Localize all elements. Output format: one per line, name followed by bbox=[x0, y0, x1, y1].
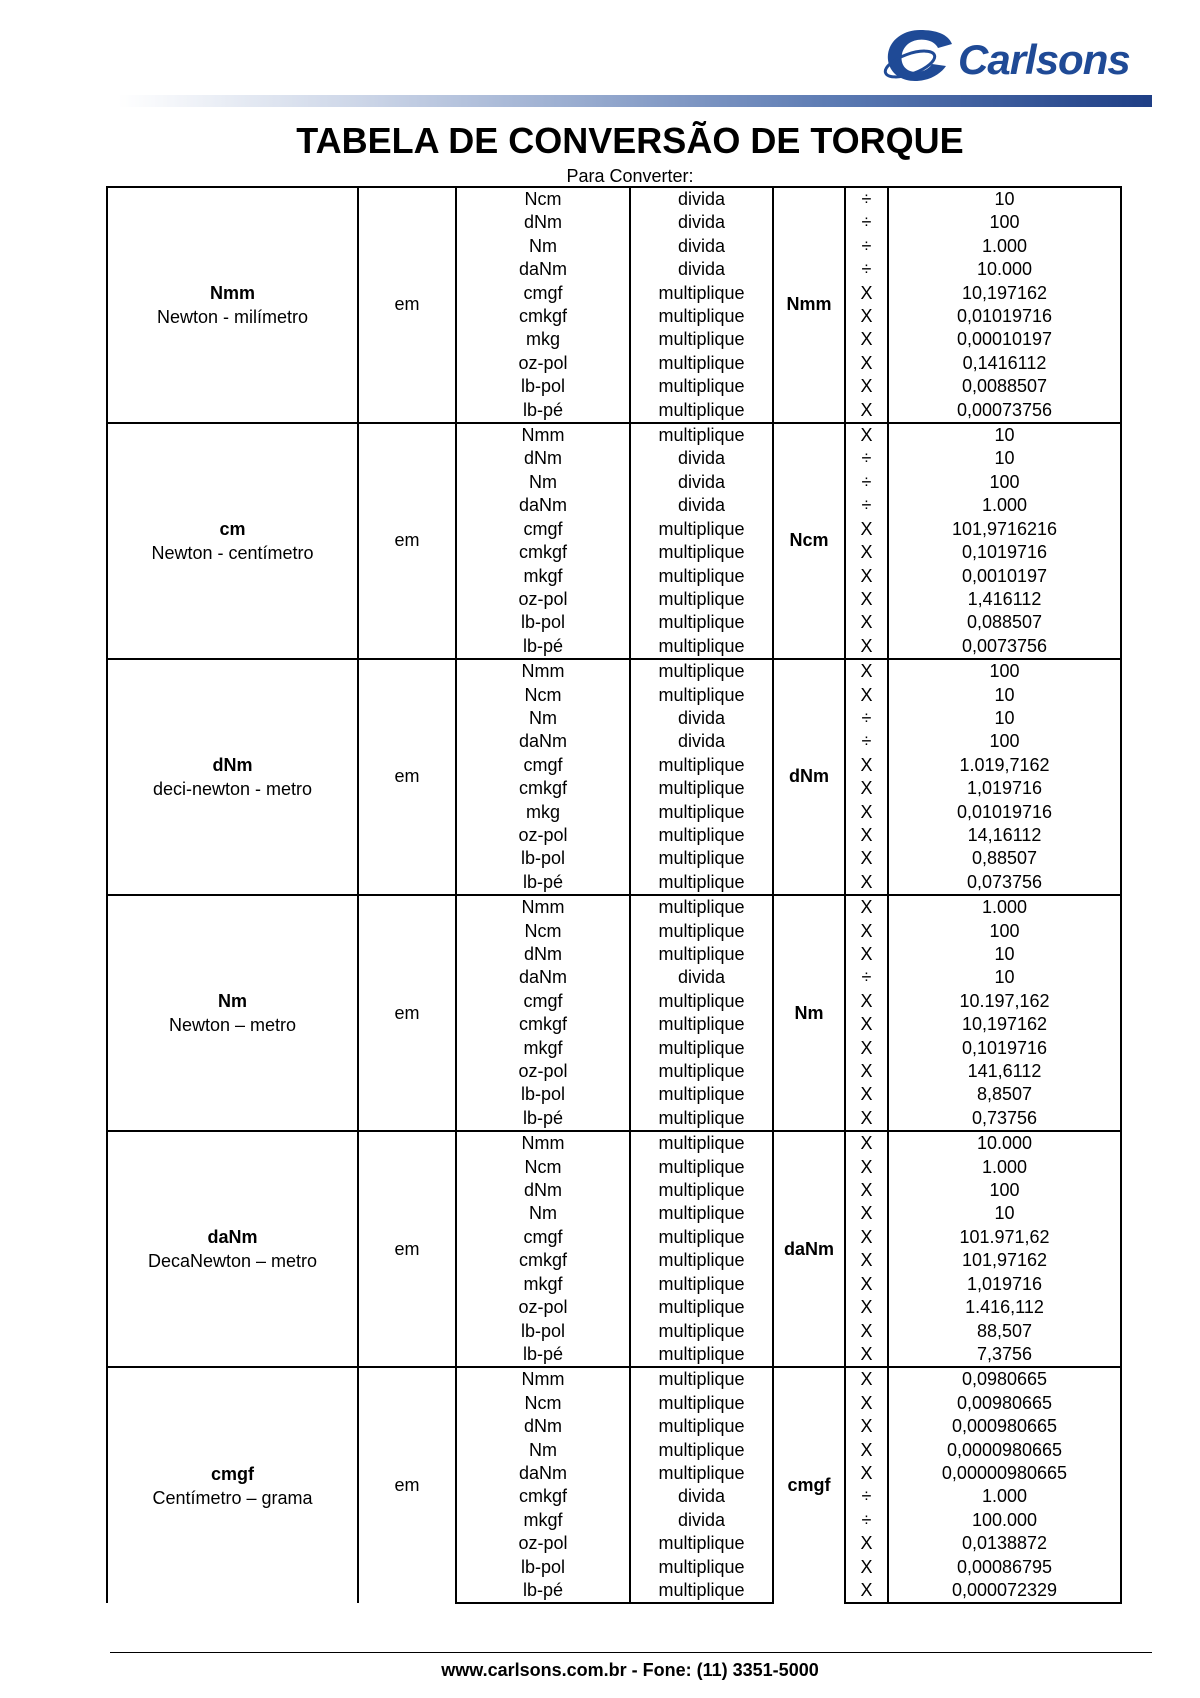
operator-symbol: X bbox=[845, 1392, 888, 1415]
target-unit: Ncm bbox=[456, 1392, 630, 1415]
table-row bbox=[107, 659, 1121, 683]
conversion-factor: 0,1019716 bbox=[888, 1037, 1121, 1060]
conversion-factor: 0,1416112 bbox=[888, 352, 1121, 375]
operation-label: divida bbox=[630, 187, 773, 211]
operation-label: divida bbox=[630, 494, 773, 517]
operation-label: multiplique bbox=[630, 1392, 773, 1415]
conversion-factor: 100 bbox=[888, 1179, 1121, 1202]
table-row bbox=[107, 423, 1121, 447]
conversion-factor: 10,197162 bbox=[888, 1013, 1121, 1036]
target-unit: Nmm bbox=[456, 1367, 630, 1391]
target-unit: dNm bbox=[456, 211, 630, 234]
conversion-factor: 101,97162 bbox=[888, 1249, 1121, 1272]
operation-label: multiplique bbox=[630, 871, 773, 895]
target-unit: lb-pol bbox=[456, 1320, 630, 1343]
operation-label: multiplique bbox=[630, 1156, 773, 1179]
conversion-factor: 0,0073756 bbox=[888, 635, 1121, 659]
source-unit-cell bbox=[107, 1131, 358, 1367]
target-unit: oz-pol bbox=[456, 588, 630, 611]
target-unit: cmkgf bbox=[456, 1013, 630, 1036]
operator-symbol: X bbox=[845, 1579, 888, 1603]
operator-symbol: X bbox=[845, 754, 888, 777]
operator-symbol: ÷ bbox=[845, 730, 888, 753]
em-cell: em bbox=[358, 1367, 456, 1603]
operator-symbol: X bbox=[845, 1249, 888, 1272]
operator-symbol: X bbox=[845, 1556, 888, 1579]
target-unit: oz-pol bbox=[456, 1296, 630, 1319]
conversion-factor: 0,00000980665 bbox=[888, 1462, 1121, 1485]
conversion-factor: 0,1019716 bbox=[888, 541, 1121, 564]
target-unit: daNm bbox=[456, 1462, 630, 1485]
result-unit-cell: Nmm bbox=[773, 187, 845, 423]
target-unit: lb-pol bbox=[456, 1083, 630, 1106]
operator-symbol: X bbox=[845, 1462, 888, 1485]
operation-label: multiplique bbox=[630, 518, 773, 541]
target-unit: mkgf bbox=[456, 1273, 630, 1296]
result-unit-cell: Ncm bbox=[773, 423, 845, 659]
operator-symbol: X bbox=[845, 1367, 888, 1391]
target-unit: daNm bbox=[456, 966, 630, 989]
target-unit: Nmm bbox=[456, 895, 630, 919]
target-unit: cmkgf bbox=[456, 541, 630, 564]
target-unit: mkgf bbox=[456, 1037, 630, 1060]
operator-symbol: X bbox=[845, 1131, 888, 1155]
target-unit: mkgf bbox=[456, 565, 630, 588]
operation-label: multiplique bbox=[630, 847, 773, 870]
conversion-factor: 14,16112 bbox=[888, 824, 1121, 847]
target-unit: lb-pé bbox=[456, 1107, 630, 1131]
target-unit: Ncm bbox=[456, 920, 630, 943]
operation-label: multiplique bbox=[630, 635, 773, 659]
conversion-table bbox=[106, 186, 1122, 1604]
source-unit-abbr: dNm bbox=[212, 755, 253, 776]
target-unit: oz-pol bbox=[456, 1060, 630, 1083]
operator-symbol: ÷ bbox=[845, 447, 888, 470]
conversion-factor: 10 bbox=[888, 966, 1121, 989]
conversion-factor: 100 bbox=[888, 659, 1121, 683]
operator-symbol: X bbox=[845, 1013, 888, 1036]
conversion-factor: 8,8507 bbox=[888, 1083, 1121, 1106]
conversion-factor: 0,73756 bbox=[888, 1107, 1121, 1131]
operator-symbol: X bbox=[845, 1156, 888, 1179]
conversion-factor: 7,3756 bbox=[888, 1343, 1121, 1367]
target-unit: daNm bbox=[456, 730, 630, 753]
operator-symbol: X bbox=[845, 1343, 888, 1367]
target-unit: Ncm bbox=[456, 187, 630, 211]
conversion-factor: 10 bbox=[888, 447, 1121, 470]
operator-symbol: X bbox=[845, 801, 888, 824]
conversion-factor: 1.000 bbox=[888, 235, 1121, 258]
conversion-factor: 101.971,62 bbox=[888, 1226, 1121, 1249]
target-unit: lb-pé bbox=[456, 1343, 630, 1367]
target-unit: lb-pé bbox=[456, 399, 630, 423]
conversion-factor: 10 bbox=[888, 684, 1121, 707]
operator-symbol: X bbox=[845, 1083, 888, 1106]
source-unit-abbr: Nm bbox=[217, 991, 247, 1012]
operator-symbol: X bbox=[845, 1037, 888, 1060]
operator-symbol: X bbox=[845, 1296, 888, 1319]
operator-symbol: ÷ bbox=[845, 211, 888, 234]
conversion-factor: 1,019716 bbox=[888, 777, 1121, 800]
target-unit: cmkgf bbox=[456, 1249, 630, 1272]
conversion-factor: 0,0088507 bbox=[888, 375, 1121, 398]
operation-label: divida bbox=[630, 211, 773, 234]
operator-symbol: ÷ bbox=[845, 494, 888, 517]
source-unit-name: Newton – metro bbox=[168, 1015, 297, 1036]
target-unit: daNm bbox=[456, 258, 630, 281]
conversion-factor: 10 bbox=[888, 423, 1121, 447]
source-unit-cell bbox=[107, 187, 358, 423]
source-unit-abbr: Nmm bbox=[209, 283, 255, 304]
operator-symbol: X bbox=[845, 1107, 888, 1131]
table-row bbox=[107, 895, 1121, 919]
operation-label: multiplique bbox=[630, 541, 773, 564]
operation-label: multiplique bbox=[630, 1037, 773, 1060]
conversion-factor: 0,00073756 bbox=[888, 399, 1121, 423]
operation-label: multiplique bbox=[630, 1296, 773, 1319]
conversion-factor: 100 bbox=[888, 920, 1121, 943]
logo-text: Carlsons bbox=[958, 36, 1130, 83]
operation-label: multiplique bbox=[630, 375, 773, 398]
result-unit-cell: daNm bbox=[773, 1131, 845, 1367]
target-unit: Nm bbox=[456, 1439, 630, 1462]
operation-label: multiplique bbox=[630, 1131, 773, 1155]
operation-label: multiplique bbox=[630, 659, 773, 683]
operator-symbol: X bbox=[845, 1179, 888, 1202]
result-unit-cell: dNm bbox=[773, 659, 845, 895]
em-cell: em bbox=[358, 1131, 456, 1367]
operation-label: divida bbox=[630, 730, 773, 753]
conversion-factor: 1.000 bbox=[888, 494, 1121, 517]
target-unit: lb-pol bbox=[456, 375, 630, 398]
operation-label: multiplique bbox=[630, 1532, 773, 1555]
conversion-factor: 0,0010197 bbox=[888, 565, 1121, 588]
operation-label: multiplique bbox=[630, 588, 773, 611]
table-row bbox=[107, 1131, 1121, 1155]
source-unit-name: deci-newton - metro bbox=[152, 779, 313, 800]
conversion-factor: 10,197162 bbox=[888, 282, 1121, 305]
conversion-factor: 1.416,112 bbox=[888, 1296, 1121, 1319]
operation-label: multiplique bbox=[630, 1415, 773, 1438]
operator-symbol: X bbox=[845, 943, 888, 966]
operation-label: divida bbox=[630, 707, 773, 730]
operation-label: multiplique bbox=[630, 920, 773, 943]
target-unit: Nmm bbox=[456, 659, 630, 683]
target-unit: mkg bbox=[456, 801, 630, 824]
target-unit: oz-pol bbox=[456, 824, 630, 847]
operation-label: multiplique bbox=[630, 352, 773, 375]
operator-symbol: X bbox=[845, 1415, 888, 1438]
conversion-factor: 0,01019716 bbox=[888, 305, 1121, 328]
source-unit-abbr: cmgf bbox=[210, 1463, 254, 1484]
operator-symbol: X bbox=[845, 305, 888, 328]
operation-label: multiplique bbox=[630, 1202, 773, 1225]
conversion-factor: 0,88507 bbox=[888, 847, 1121, 870]
operation-label: multiplique bbox=[630, 328, 773, 351]
conversion-factor: 100 bbox=[888, 471, 1121, 494]
operation-label: divida bbox=[630, 235, 773, 258]
em-cell: em bbox=[358, 187, 456, 423]
target-unit: Ncm bbox=[456, 1156, 630, 1179]
operation-label: multiplique bbox=[630, 1013, 773, 1036]
operator-symbol: X bbox=[845, 1226, 888, 1249]
source-unit-name: Newton - centímetro bbox=[151, 543, 314, 564]
target-unit: Nm bbox=[456, 707, 630, 730]
conversion-factor: 1.000 bbox=[888, 895, 1121, 919]
operation-label: multiplique bbox=[630, 1439, 773, 1462]
target-unit: Nm bbox=[456, 1202, 630, 1225]
operation-label: multiplique bbox=[630, 754, 773, 777]
conversion-factor: 0,01019716 bbox=[888, 801, 1121, 824]
source-unit-cell bbox=[107, 659, 358, 895]
operation-label: multiplique bbox=[630, 1226, 773, 1249]
conversion-factor: 0,00980665 bbox=[888, 1392, 1121, 1415]
result-unit-cell: Nm bbox=[773, 895, 845, 1131]
conversion-factor: 10 bbox=[888, 1202, 1121, 1225]
conversion-factor: 10.000 bbox=[888, 258, 1121, 281]
operation-label: multiplique bbox=[630, 1343, 773, 1367]
target-unit: Ncm bbox=[456, 684, 630, 707]
target-unit: Nmm bbox=[456, 1131, 630, 1155]
operator-symbol: X bbox=[845, 871, 888, 895]
conversion-factor: 10.197,162 bbox=[888, 990, 1121, 1013]
conversion-factor: 88,507 bbox=[888, 1320, 1121, 1343]
em-cell: em bbox=[358, 895, 456, 1131]
operation-label: multiplique bbox=[630, 895, 773, 919]
target-unit: cmgf bbox=[456, 518, 630, 541]
operator-symbol: X bbox=[845, 824, 888, 847]
operator-symbol: X bbox=[845, 1439, 888, 1462]
result-unit-cell: cmgf bbox=[773, 1367, 845, 1603]
conversion-factor: 0,088507 bbox=[888, 611, 1121, 634]
em-cell: em bbox=[358, 423, 456, 659]
operator-symbol: ÷ bbox=[845, 258, 888, 281]
target-unit: dNm bbox=[456, 447, 630, 470]
conversion-factor: 101,9716216 bbox=[888, 518, 1121, 541]
footer-contact: www.carlsons.com.br - Fone: (11) 3351-5000 bbox=[441, 1660, 819, 1680]
operator-symbol: X bbox=[845, 684, 888, 707]
operation-label: multiplique bbox=[630, 1273, 773, 1296]
conversion-factor: 100 bbox=[888, 730, 1121, 753]
operation-label: multiplique bbox=[630, 777, 773, 800]
operation-label: multiplique bbox=[630, 1179, 773, 1202]
target-unit: dNm bbox=[456, 943, 630, 966]
operator-symbol: X bbox=[845, 1202, 888, 1225]
operator-symbol: X bbox=[845, 659, 888, 683]
conversion-factor: 1,416112 bbox=[888, 588, 1121, 611]
conversion-factor: 141,6112 bbox=[888, 1060, 1121, 1083]
conversion-factor: 0,0138872 bbox=[888, 1532, 1121, 1555]
target-unit: oz-pol bbox=[456, 1532, 630, 1555]
operation-label: divida bbox=[630, 447, 773, 470]
target-unit: cmgf bbox=[456, 1226, 630, 1249]
operation-label: multiplique bbox=[630, 1107, 773, 1131]
conversion-factor: 10 bbox=[888, 707, 1121, 730]
operator-symbol: X bbox=[845, 328, 888, 351]
source-unit-abbr: daNm bbox=[207, 1227, 258, 1248]
source-unit-name: Newton - milímetro bbox=[156, 307, 309, 328]
operator-symbol: X bbox=[845, 352, 888, 375]
operator-symbol: X bbox=[845, 777, 888, 800]
source-unit-cell bbox=[107, 423, 358, 659]
operator-symbol: X bbox=[845, 282, 888, 305]
operator-symbol: X bbox=[845, 423, 888, 447]
operator-symbol: X bbox=[845, 375, 888, 398]
operation-label: multiplique bbox=[630, 1320, 773, 1343]
conversion-factor: 1,019716 bbox=[888, 1273, 1121, 1296]
conversion-factor: 1.019,7162 bbox=[888, 754, 1121, 777]
operation-label: divida bbox=[630, 966, 773, 989]
operation-label: multiplique bbox=[630, 565, 773, 588]
target-unit: lb-pé bbox=[456, 1579, 630, 1603]
target-unit: lb-pé bbox=[456, 635, 630, 659]
target-unit: oz-pol bbox=[456, 352, 630, 375]
operator-symbol: X bbox=[845, 1320, 888, 1343]
operator-symbol: X bbox=[845, 990, 888, 1013]
operator-symbol: X bbox=[845, 1273, 888, 1296]
target-unit: cmgf bbox=[456, 754, 630, 777]
operation-label: multiplique bbox=[630, 824, 773, 847]
operator-symbol: ÷ bbox=[845, 187, 888, 211]
conversion-factor: 0,000072329 bbox=[888, 1579, 1121, 1603]
source-unit-cell bbox=[107, 1367, 358, 1603]
header-gradient-bar bbox=[118, 95, 1152, 107]
conversion-factor: 0,00086795 bbox=[888, 1556, 1121, 1579]
operator-symbol: X bbox=[845, 920, 888, 943]
conversion-factor: 100.000 bbox=[888, 1509, 1121, 1532]
operation-label: multiplique bbox=[630, 990, 773, 1013]
operation-label: multiplique bbox=[630, 282, 773, 305]
target-unit: lb-pol bbox=[456, 611, 630, 634]
operation-label: multiplique bbox=[630, 1060, 773, 1083]
conversion-factor: 10.000 bbox=[888, 1131, 1121, 1155]
operator-symbol: X bbox=[845, 1532, 888, 1555]
target-unit: cmkgf bbox=[456, 1485, 630, 1508]
operator-symbol: X bbox=[845, 1060, 888, 1083]
target-unit: dNm bbox=[456, 1415, 630, 1438]
target-unit: dNm bbox=[456, 1179, 630, 1202]
target-unit: daNm bbox=[456, 494, 630, 517]
operation-label: divida bbox=[630, 258, 773, 281]
conversion-factor: 1.000 bbox=[888, 1485, 1121, 1508]
source-unit-name: Centímetro – grama bbox=[152, 1487, 313, 1508]
source-unit-abbr: cm bbox=[219, 519, 246, 540]
table-row bbox=[107, 187, 1121, 211]
operation-label: multiplique bbox=[630, 1083, 773, 1106]
conversion-factor: 10 bbox=[888, 187, 1121, 211]
operation-label: multiplique bbox=[630, 1367, 773, 1391]
target-unit: lb-pol bbox=[456, 847, 630, 870]
operation-label: multiplique bbox=[630, 611, 773, 634]
conversion-factor: 0,073756 bbox=[888, 871, 1121, 895]
operator-symbol: X bbox=[845, 847, 888, 870]
operator-symbol: X bbox=[845, 565, 888, 588]
conversion-factor: 100 bbox=[888, 211, 1121, 234]
page-subtitle: Para Converter: bbox=[566, 166, 694, 186]
source-unit-cell bbox=[107, 895, 358, 1131]
conversion-factor: 0,000980665 bbox=[888, 1415, 1121, 1438]
operation-label: multiplique bbox=[630, 1249, 773, 1272]
operator-symbol: ÷ bbox=[845, 1485, 888, 1508]
conversion-factor: 1.000 bbox=[888, 1156, 1121, 1179]
target-unit: cmkgf bbox=[456, 777, 630, 800]
operation-label: divida bbox=[630, 1485, 773, 1508]
operation-label: divida bbox=[630, 1509, 773, 1532]
operation-label: multiplique bbox=[630, 1462, 773, 1485]
conversion-factor: 10 bbox=[888, 943, 1121, 966]
operator-symbol: X bbox=[845, 635, 888, 659]
operation-label: multiplique bbox=[630, 1556, 773, 1579]
operator-symbol: X bbox=[845, 588, 888, 611]
target-unit: lb-pé bbox=[456, 871, 630, 895]
operator-symbol: ÷ bbox=[845, 1509, 888, 1532]
operator-symbol: X bbox=[845, 518, 888, 541]
target-unit: cmgf bbox=[456, 990, 630, 1013]
operator-symbol: ÷ bbox=[845, 707, 888, 730]
conversion-factor: 0,00010197 bbox=[888, 328, 1121, 351]
operation-label: multiplique bbox=[630, 684, 773, 707]
target-unit: Nm bbox=[456, 235, 630, 258]
operation-label: multiplique bbox=[630, 423, 773, 447]
operation-label: multiplique bbox=[630, 399, 773, 423]
target-unit: mkg bbox=[456, 328, 630, 351]
footer-divider bbox=[110, 1652, 1152, 1653]
target-unit: lb-pol bbox=[456, 1556, 630, 1579]
operation-label: divida bbox=[630, 471, 773, 494]
page-title: TABELA DE CONVERSÃO DE TORQUE bbox=[296, 120, 964, 161]
operator-symbol: X bbox=[845, 611, 888, 634]
target-unit: cmkgf bbox=[456, 305, 630, 328]
operator-symbol: ÷ bbox=[845, 235, 888, 258]
operator-symbol: X bbox=[845, 895, 888, 919]
operator-symbol: X bbox=[845, 399, 888, 423]
operation-label: multiplique bbox=[630, 305, 773, 328]
operator-symbol: ÷ bbox=[845, 471, 888, 494]
source-unit-name: DecaNewton – metro bbox=[147, 1251, 318, 1272]
operation-label: multiplique bbox=[630, 943, 773, 966]
target-unit: cmgf bbox=[456, 282, 630, 305]
table-row bbox=[107, 1367, 1121, 1391]
em-cell: em bbox=[358, 659, 456, 895]
operation-label: multiplique bbox=[630, 801, 773, 824]
target-unit: mkgf bbox=[456, 1509, 630, 1532]
operator-symbol: ÷ bbox=[845, 966, 888, 989]
conversion-factor: 0,0980665 bbox=[888, 1367, 1121, 1391]
conversion-factor: 0,0000980665 bbox=[888, 1439, 1121, 1462]
target-unit: Nmm bbox=[456, 423, 630, 447]
target-unit: Nm bbox=[456, 471, 630, 494]
operator-symbol: X bbox=[845, 541, 888, 564]
operation-label: multiplique bbox=[630, 1579, 773, 1603]
